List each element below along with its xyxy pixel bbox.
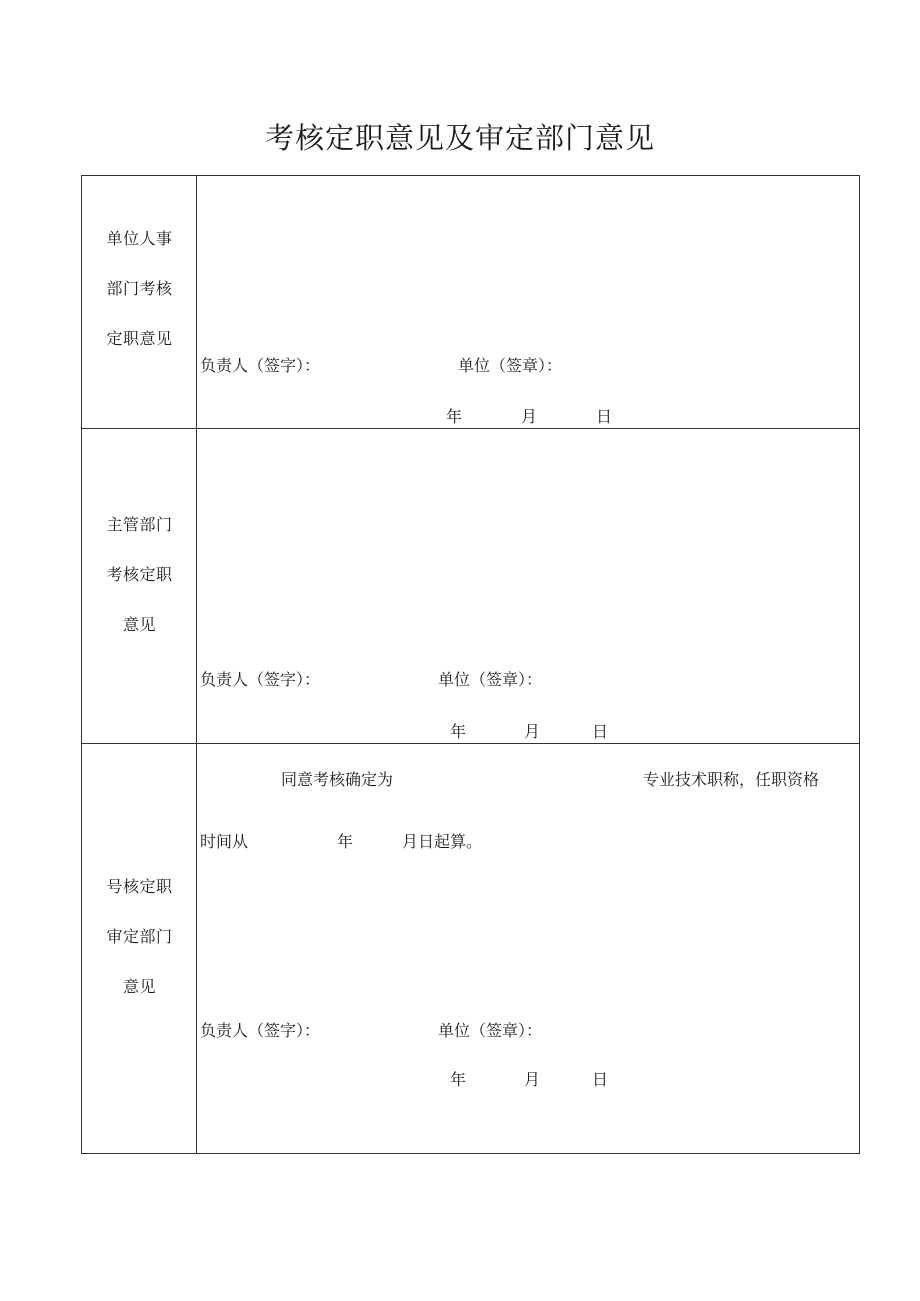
opinion-content-area[interactable] xyxy=(197,176,859,428)
unit-seal-label: 单位（签章）： xyxy=(438,1021,543,1040)
signature-label: 负责人（签字）： xyxy=(200,670,321,689)
section-label-line: 部门考核 xyxy=(106,279,173,298)
statement-time-from: 时间从 xyxy=(200,832,249,851)
date-month-label: 月 xyxy=(524,722,541,741)
section-approval-opinion xyxy=(82,744,859,1153)
statement-year-label: 年 xyxy=(337,832,354,851)
section-label-line: 单位人事 xyxy=(106,229,173,248)
form-title: 考核定职意见及审定部门意见 xyxy=(264,121,655,155)
section-label-cell xyxy=(82,176,197,428)
date-day-label: 日 xyxy=(592,1070,609,1089)
statement-start-date-end: 月日起算。 xyxy=(402,832,483,851)
unit-seal-label: 单位（签章）： xyxy=(458,356,563,375)
section-department-opinion xyxy=(82,429,859,744)
signature-label: 负责人（签字）： xyxy=(200,356,321,375)
date-month-label: 月 xyxy=(521,407,538,426)
opinion-form-table xyxy=(81,175,860,1154)
statement-text-continued: 专业技术职称，任职资格 xyxy=(643,770,820,789)
unit-seal-label: 单位（签章）： xyxy=(438,670,543,689)
statement-text: 同意考核确定为 xyxy=(281,770,394,789)
signature-label: 负责人（签字）： xyxy=(200,1021,321,1040)
section-label-cell xyxy=(82,429,197,743)
section-label-line: 号核定职 xyxy=(106,877,173,896)
section-label-cell xyxy=(82,744,197,1153)
opinion-content-area[interactable] xyxy=(197,744,859,1153)
opinion-content-area[interactable] xyxy=(197,429,859,743)
date-year-label: 年 xyxy=(450,722,467,741)
section-label-line: 审定部门 xyxy=(106,927,173,946)
date-month-label: 月 xyxy=(524,1070,541,1089)
date-year-label: 年 xyxy=(446,407,463,426)
section-label-line: 意见 xyxy=(122,615,156,634)
date-day-label: 日 xyxy=(596,407,613,426)
section-label-line: 主管部门 xyxy=(106,515,173,534)
section-label-line: 定职意见 xyxy=(106,329,173,348)
date-year-label: 年 xyxy=(450,1070,467,1089)
date-day-label: 日 xyxy=(592,722,609,741)
section-label-line: 意见 xyxy=(122,977,156,996)
section-label-line: 考核定职 xyxy=(106,565,173,584)
section-unit-hr-opinion xyxy=(82,176,859,429)
